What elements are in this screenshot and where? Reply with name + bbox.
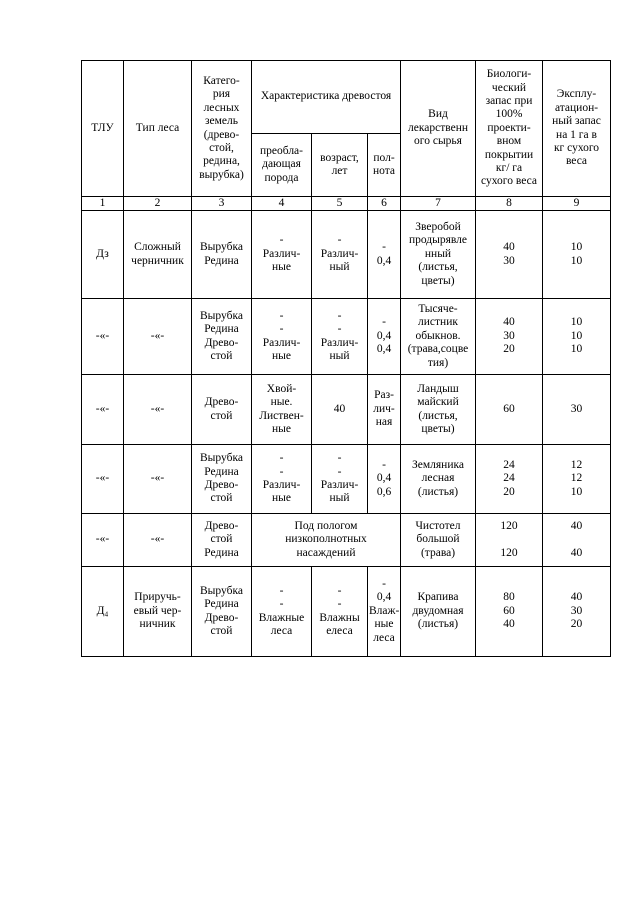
cell-raw-material: Тысяче- листник обыкнов. (трава,соцве тия) [401,299,476,375]
cell-exploit-reserve: 10 10 10 [543,299,611,375]
cell-bio-reserve: 80 60 40 [476,567,543,657]
col-number: 6 [368,197,401,211]
col-number: 5 [312,197,368,211]
cell-age: - - Различ- ный [312,445,368,514]
cell-forest-type: -«- [124,445,192,514]
col-number: 1 [82,197,124,211]
cell-category: Вырубка Редина [192,211,252,299]
cell-density: - 0,4 [368,211,401,299]
table-row [82,514,611,567]
cell-age: - Различ- ный [312,211,368,299]
col-number: 4 [252,197,312,211]
cell-exploit-reserve: 30 [543,375,611,445]
cell-raw-material: Зверобой продырявле нный (листья, цветы) [401,211,476,299]
cell-age: - - Различ- ный [312,299,368,375]
cell-raw-material: Чистотел большой (трава) [401,514,476,567]
cell-dominant: - - Влажные леса [252,567,312,657]
cell-density: - 0,4 0,6 [368,445,401,514]
cell-category: Вырубка Редина Древо- стой [192,299,252,375]
cell-tlu: -«- [82,299,124,375]
cell-category: Вырубка Редина Древо- стой [192,445,252,514]
header-stand-characteristics: Характеристика древостоя [252,61,401,134]
cell-density: - 0,4 Влаж- ные леса [368,567,401,657]
col-number: 2 [124,197,192,211]
cell-bio-reserve: 40 30 20 [476,299,543,375]
header-age: возраст, лет [312,134,368,197]
col-number: 8 [476,197,543,211]
table-row [82,445,611,514]
cell-merged-stand-note: Под пологом низкополнотных насаждений [252,514,401,567]
cell-tlu: Дз [82,211,124,299]
header-land-category: Катего- рия лесных земель (древо- стой, редина, вырубка) [192,61,252,197]
cell-bio-reserve: 40 30 [476,211,543,299]
cell-bio-reserve: 60 [476,375,543,445]
cell-category: Вырубка Редина Древо- стой [192,567,252,657]
cell-dominant: Хвой- ные. Листвен- ные [252,375,312,445]
cell-tlu: -«- [82,514,124,567]
header-biological-reserve: Биологи- ческий запас при 100% проекти- вном покрытии кг/ га сухого веса [476,61,543,197]
cell-forest-type: Сложный черничник [124,211,192,299]
cell-age: - - Влажны елеса [312,567,368,657]
cell-category: Древо- стой [192,375,252,445]
header-dominant-species: преобла- дающая порода [252,134,312,197]
cell-category: Древо- стой Редина [192,514,252,567]
col-number: 7 [401,197,476,211]
col-number: 9 [543,197,611,211]
cell-exploit-reserve: 10 10 [543,211,611,299]
col-number: 3 [192,197,252,211]
cell-dominant: - - Различ- ные [252,445,312,514]
cell-bio-reserve: 120 120 [476,514,543,567]
header-raw-material: Вид лекарственн ого сырья [401,61,476,197]
cell-age: 40 [312,375,368,445]
cell-density: Раз- лич- ная [368,375,401,445]
cell-density: - 0,4 0,4 [368,299,401,375]
cell-dominant: - Различ- ные [252,211,312,299]
cell-forest-type: -«- [124,514,192,567]
cell-forest-type: -«- [124,375,192,445]
cell-forest-type: -«- [124,299,192,375]
table-row [82,299,611,375]
cell-exploit-reserve: 40 40 [543,514,611,567]
cell-raw-material: Земляника лесная (листья) [401,445,476,514]
header-exploitation-reserve: Эксплу- атацион- ный запас на 1 га в кг сухого веса [543,61,611,197]
cell-raw-material: Ландыш майский (листья, цветы) [401,375,476,445]
header-forest-type: Тип леса [124,61,192,197]
table-row [82,567,611,657]
cell-tlu: -«- [82,445,124,514]
cell-forest-type: Приручь- евый чер- ничник [124,567,192,657]
header-tlu: ТЛУ [82,61,124,197]
cell-bio-reserve: 24 24 20 [476,445,543,514]
table-row [82,211,611,299]
header-density: пол- нота [368,134,401,197]
cell-dominant: - - Различ- ные [252,299,312,375]
cell-tlu: Д₄ [82,567,124,657]
cell-tlu: -«- [82,375,124,445]
table-row [82,375,611,445]
cell-exploit-reserve: 40 30 20 [543,567,611,657]
cell-exploit-reserve: 12 12 10 [543,445,611,514]
reserves-table [81,60,611,657]
cell-raw-material: Крапива двудомная (листья) [401,567,476,657]
